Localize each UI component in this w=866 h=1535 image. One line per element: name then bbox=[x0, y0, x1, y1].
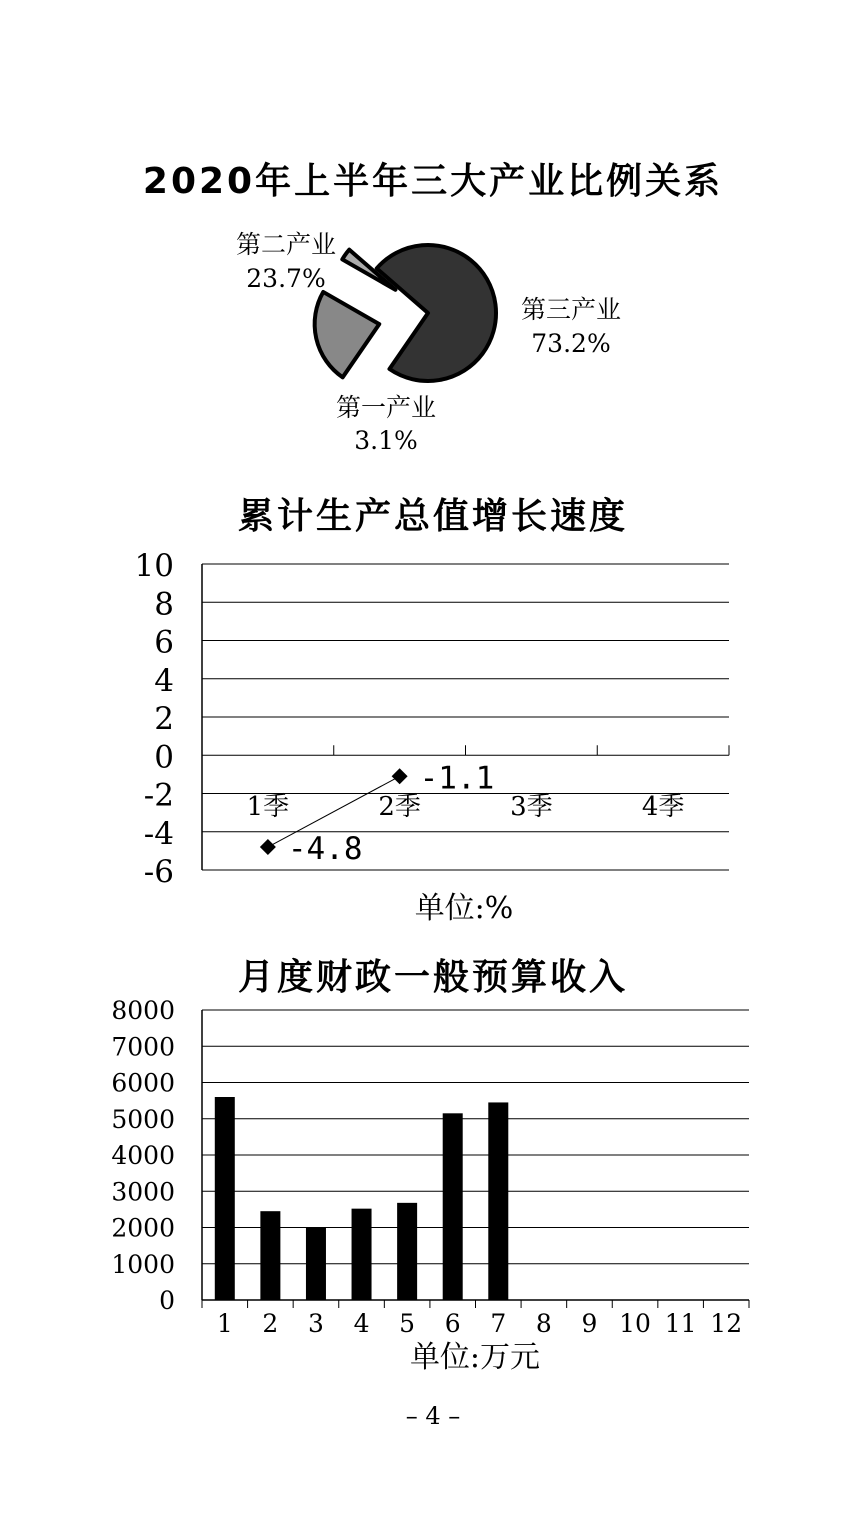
x-tick-label: 11 bbox=[664, 1309, 697, 1338]
pie-chart-title: 2020年上半年三大产业比例关系 bbox=[142, 161, 724, 202]
x-tick-label: 3季 bbox=[510, 792, 553, 822]
y-tick-label: 6 bbox=[154, 624, 174, 661]
bar bbox=[488, 1102, 508, 1300]
y-tick-label: 1000 bbox=[111, 1249, 175, 1279]
y-tick-label: 3000 bbox=[111, 1177, 175, 1207]
bar bbox=[397, 1203, 417, 1300]
pie-slice-value: 23.7% bbox=[246, 264, 326, 293]
x-tick-label: 3 bbox=[308, 1309, 324, 1338]
x-tick-label: 4 bbox=[353, 1309, 370, 1338]
x-tick-label: 8 bbox=[535, 1309, 552, 1338]
pie-slice-value: 3.1% bbox=[354, 426, 418, 455]
y-tick-label: 2 bbox=[154, 701, 174, 737]
x-axis-unit-label: 单位:% bbox=[414, 891, 514, 926]
bar bbox=[215, 1097, 235, 1300]
line-chart-title: 累计生产总值增长速度 bbox=[237, 496, 628, 537]
x-axis-unit-label: 单位:万元 bbox=[409, 1340, 541, 1375]
data-label: -4.8 bbox=[287, 831, 363, 868]
y-tick-label: 8 bbox=[154, 586, 174, 623]
x-tick-label: 4季 bbox=[641, 792, 685, 822]
pie-slice-label: 第三产业 bbox=[520, 295, 622, 324]
data-label: -1.1 bbox=[419, 760, 495, 797]
y-tick-label: 8000 bbox=[111, 996, 175, 1025]
x-tick-label: 12 bbox=[710, 1309, 743, 1338]
pie-slice-label: 第一产业 bbox=[335, 393, 437, 422]
x-tick-label: 1季 bbox=[246, 792, 290, 822]
y-tick-label: 0 bbox=[154, 739, 174, 776]
y-tick-label: 5000 bbox=[111, 1104, 175, 1134]
y-tick-label: -4 bbox=[143, 815, 174, 852]
y-tick-label: -2 bbox=[143, 777, 174, 814]
pie-slice-value: 73.2% bbox=[531, 329, 611, 358]
x-tick-label: 7 bbox=[490, 1309, 507, 1338]
pie-slice-label: 第二产业 bbox=[235, 230, 337, 259]
x-tick-label: 2季 bbox=[378, 792, 421, 822]
y-tick-label: 4 bbox=[154, 662, 174, 699]
page-number: – 4 – bbox=[405, 1402, 461, 1430]
y-tick-label: 6000 bbox=[111, 1068, 175, 1098]
bar-chart-title: 月度财政一般预算收入 bbox=[237, 957, 628, 998]
bar bbox=[306, 1228, 326, 1301]
bar bbox=[352, 1209, 372, 1300]
x-tick-label: 6 bbox=[444, 1309, 461, 1338]
x-tick-label: 2 bbox=[262, 1309, 279, 1338]
x-tick-label: 5 bbox=[399, 1309, 416, 1338]
x-tick-label: 1 bbox=[216, 1309, 233, 1338]
y-tick-label: -6 bbox=[143, 854, 174, 890]
y-tick-label: 4000 bbox=[111, 1141, 175, 1170]
y-tick-label: 10 bbox=[134, 548, 174, 584]
x-tick-label: 9 bbox=[581, 1309, 598, 1338]
bar bbox=[260, 1211, 280, 1300]
y-tick-label: 7000 bbox=[111, 1032, 175, 1062]
bar bbox=[443, 1113, 463, 1300]
y-tick-label: 2000 bbox=[111, 1213, 175, 1243]
y-tick-label: 0 bbox=[159, 1286, 175, 1315]
x-tick-label: 10 bbox=[619, 1309, 651, 1338]
